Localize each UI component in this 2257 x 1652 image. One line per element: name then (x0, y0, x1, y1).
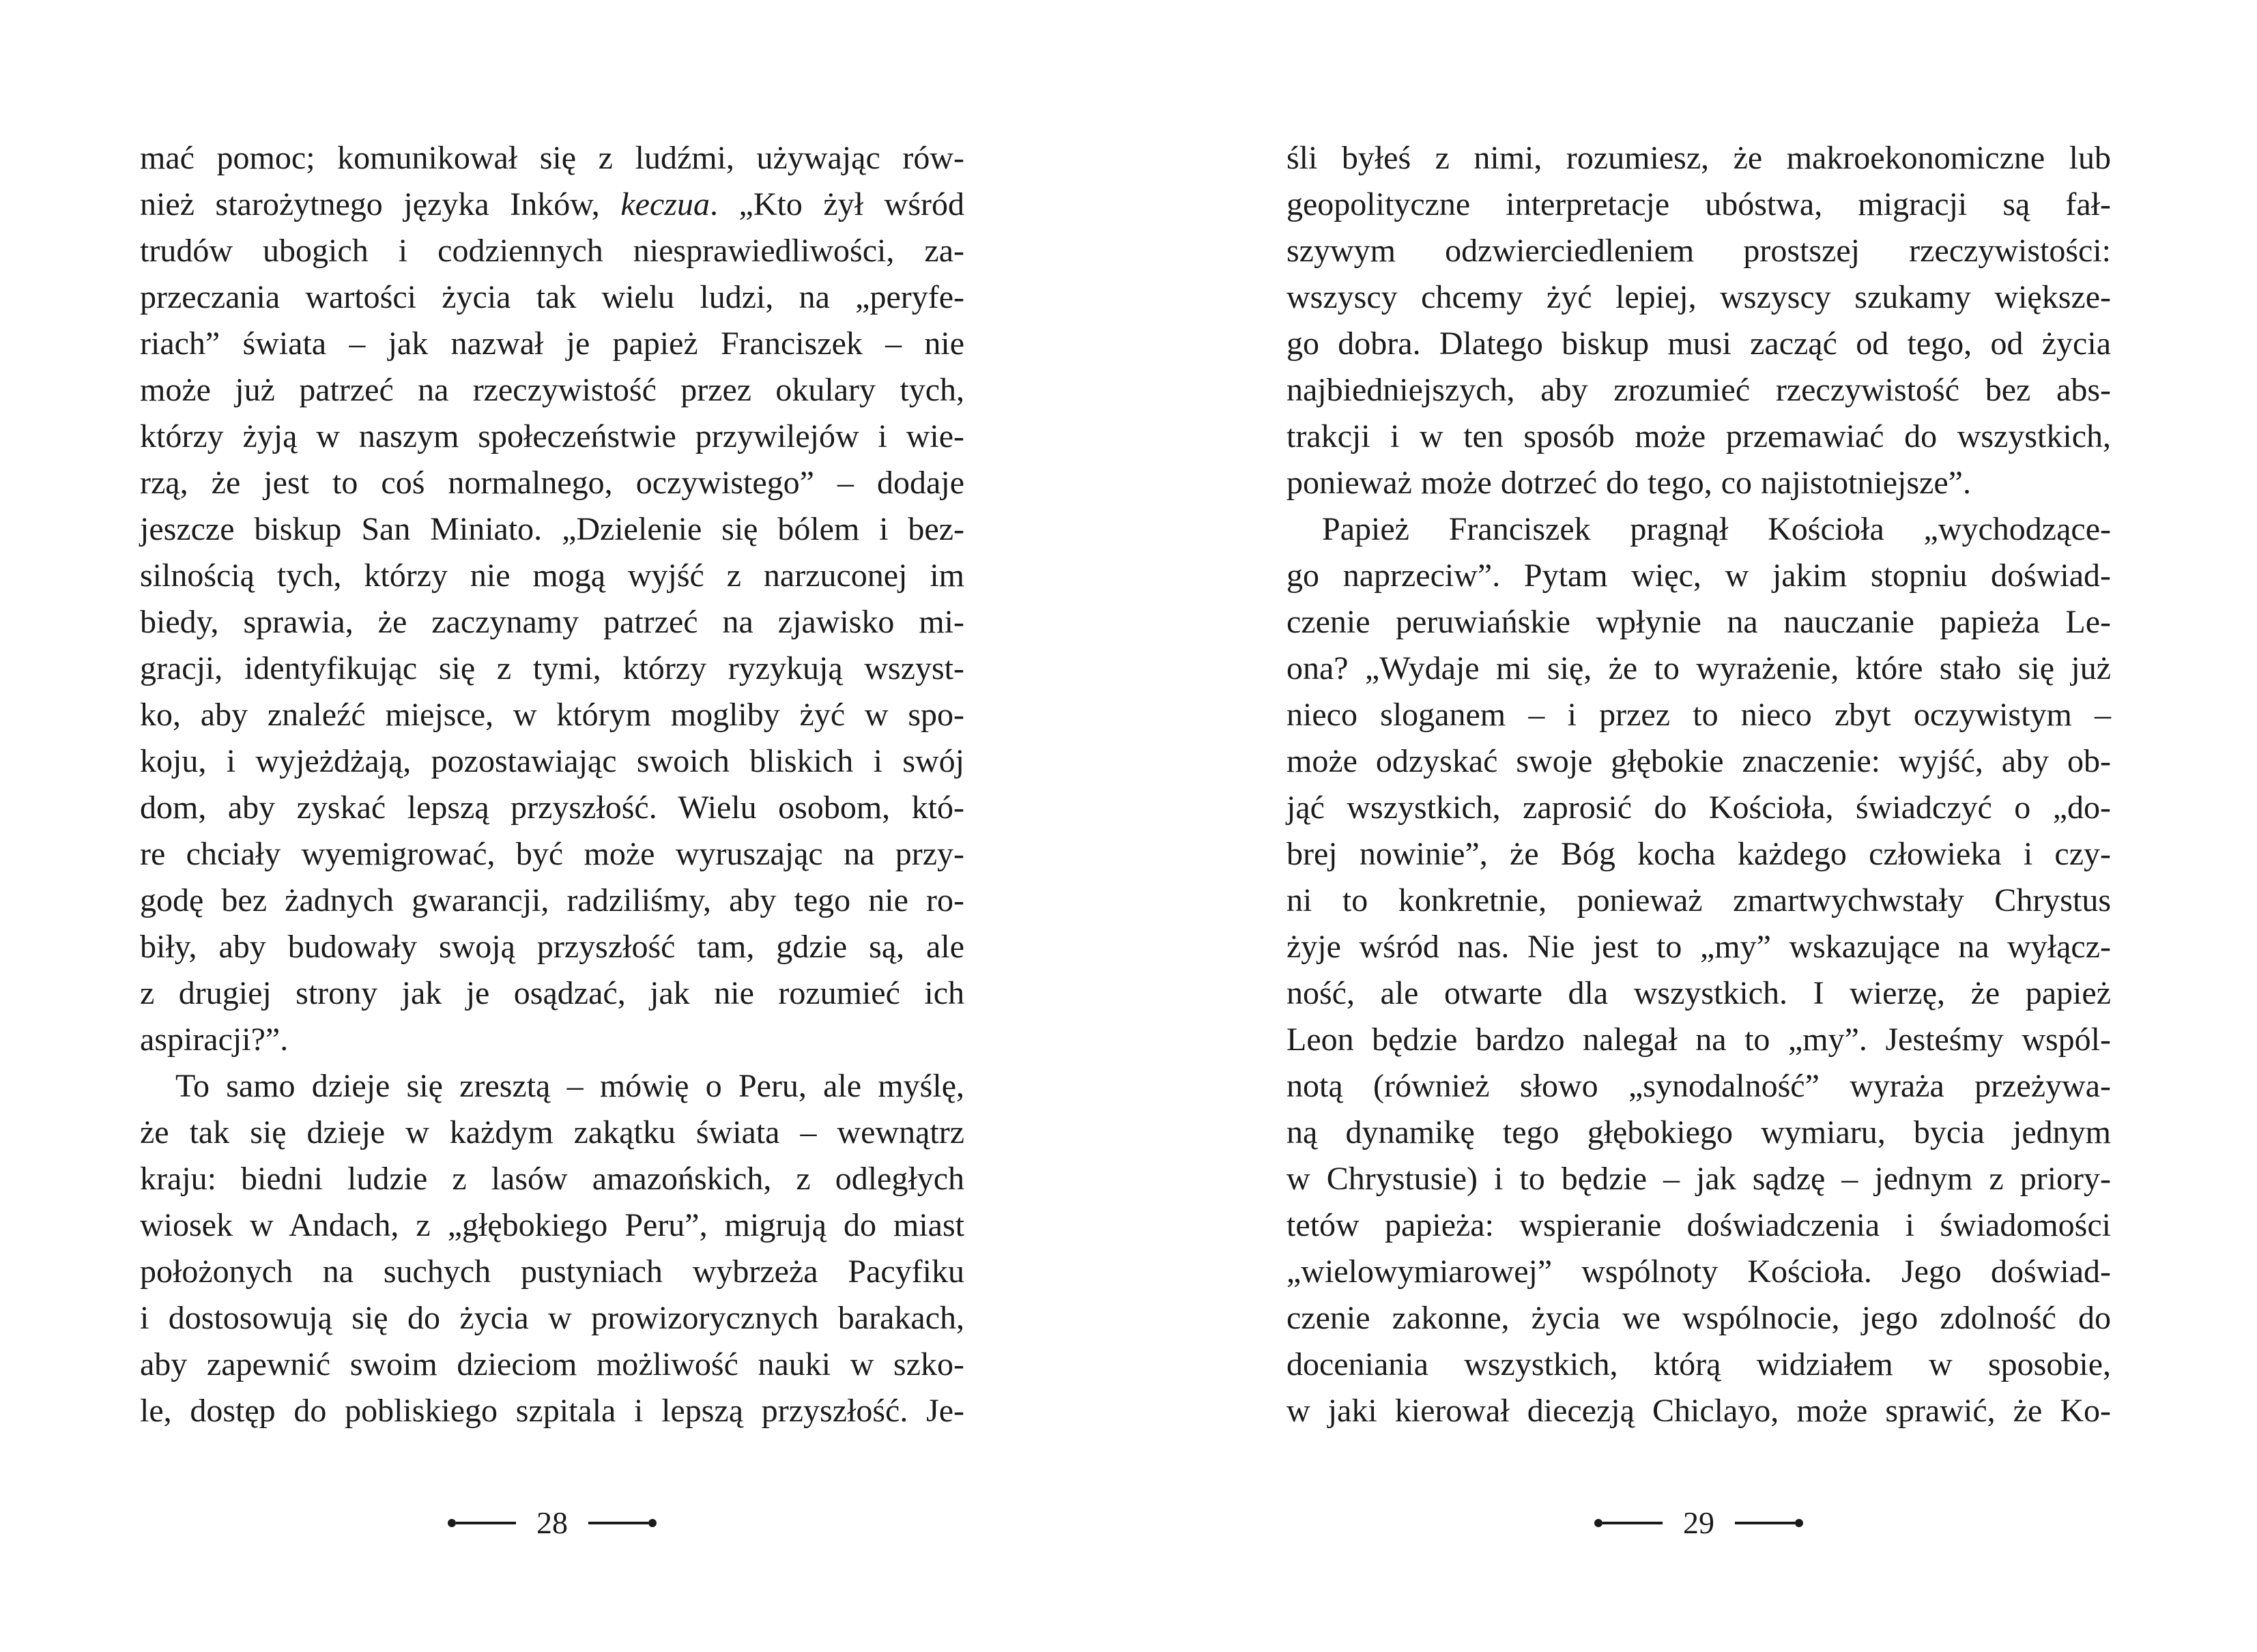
text-line: trakcji i w ten sposób może przemawiać do wszystkich, (1286, 418, 2111, 454)
text-line: kraju: biedni ludzie z lasów amazońskich, z odległych (140, 1161, 964, 1197)
text-line: trudów ubogich i codziennych niesprawiedliwości, za- (140, 233, 964, 269)
text-line: le, dostęp do pobliskiego szpitala i lepszą przyszłość. Je- (140, 1393, 964, 1429)
text-line: godę bez żadnych gwarancji, radziliśmy, aby tego nie ro- (140, 882, 964, 918)
text-line: jeszcze biskup San Miniato. „Dzielenie się bólem i bez- (140, 511, 964, 547)
text-line: doceniania wszystkich, którą widziałem w sposobie, (1286, 1346, 2111, 1382)
text-line: „wielowymiarowej” wspólnoty Kościoła. Jego doświad- (1286, 1254, 2111, 1290)
page-number: 29 (1683, 1505, 1714, 1540)
text-line: w Chrystusie) i to będzie – jak sądzę – jednym z priory- (1286, 1161, 2111, 1197)
text-line: mać pomoc; komunikował się z ludźmi, używając rów- (140, 140, 964, 176)
footer-rule-right (588, 1519, 657, 1527)
text-line: aspiracji?”. (140, 1021, 289, 1058)
text-line: re chciały wyemigrować, być może wyruszając na przy- (140, 836, 964, 872)
text-segment: . „Kto żył wśród (709, 186, 964, 222)
text-line: Papież Franciszek pragnął Kościoła „wychodzące- (1322, 511, 2111, 547)
footer-dot (1795, 1519, 1803, 1527)
text-line: notą (również słowo „synodalność” wyraża przeżywa- (1286, 1068, 2111, 1104)
text-line: wszyscy chcemy żyć lepiej, wszyscy szukamy większe- (1286, 279, 2111, 315)
text-line: ona? „Wydaje mi się, że to wyrażenie, które stało się już (1286, 650, 2111, 686)
footer-rule-right (1735, 1519, 1803, 1527)
text-line: geopolityczne interpretacje ubóstwa, migracji są fał- (1286, 186, 2111, 222)
text-line: przeczania wartości życia tak wielu ludzi, na „peryfe- (140, 279, 964, 315)
text-line: jąć wszystkich, zaprosić do Kościoła, świadczyć o „do- (1286, 789, 2111, 826)
text-line: może już patrzeć na rzeczywistość przez okulary tych, (140, 372, 964, 408)
footer-rule-left (1594, 1519, 1663, 1527)
text-segment: nież starożytnego języka Inków, (140, 186, 621, 222)
text-line: silnością tych, którzy nie mogą wyjść z narzuconej im (140, 557, 964, 594)
text-line: może odzyskać swoje głębokie znaczenie: wyjść, aby ob- (1286, 743, 2111, 779)
text-line: żyje wśród nas. Nie jest to „my” wskazujące na wyłącz- (1286, 929, 2111, 965)
footer-rule-left (448, 1519, 516, 1527)
text-line: ną dynamikę tego głębokiego wymiaru, bycia jednym (1286, 1114, 2111, 1150)
text-line: gracji, identyfikując się z tymi, którzy ryzykują wszyst- (140, 650, 964, 686)
italic-term: keczua (620, 186, 710, 222)
text-line: koju, i wyjeżdżają, pozostawiając swoich bliskich i swój (140, 743, 964, 779)
page-right-text (1286, 135, 2111, 1434)
page-number-footer (1286, 1507, 2111, 1539)
footer-rule (588, 1522, 648, 1524)
text-line: czenie peruwiańskie wpłynie na nauczanie papieża Le- (1286, 604, 2111, 640)
text-line (140, 182, 964, 228)
text-line: ko, aby znaleźć miejsce, w którym mogliby żyć w spo- (140, 697, 964, 733)
footer-rule (1735, 1522, 1795, 1524)
footer-rule (1602, 1522, 1663, 1524)
text-line: położonych na suchych pustyniach wybrzeża Pacyfiku (140, 1254, 964, 1290)
text-line: ność, ale otwarte dla wszystkich. I wierzę, że papież (1286, 975, 2111, 1011)
footer-dot (648, 1519, 657, 1527)
text-line: To samo dzieje się zresztą – mówię o Peru, ale myślę, (175, 1068, 964, 1104)
text-line: ni to konkretnie, ponieważ zmartwychwstały Chrystus (1286, 882, 2111, 918)
text-line: dom, aby zyskać lepszą przyszłość. Wielu osobom, któ- (140, 789, 964, 826)
text-line: biedy, sprawia, że zaczynamy patrzeć na zjawisko mi- (140, 604, 964, 640)
text-line: wiosek w Andach, z „głębokiego Peru”, migrują do miast (140, 1207, 964, 1243)
text-line: i dostosowują się do życia w prowizorycznych barakach, (140, 1300, 964, 1336)
text-line: nieco sloganem – i przez to nieco zbyt oczywistym – (1286, 697, 2111, 733)
text-line: ponieważ może dotrzeć do tego, co najistotniejsze”. (1286, 465, 1971, 501)
text-line: biły, aby budowały swoją przyszłość tam, gdzie są, ale (140, 929, 964, 965)
text-line: z drugiej strony jak je osądzać, jak nie rozumieć ich (140, 975, 964, 1011)
text-line: że tak się dzieje w każdym zakątku świata – wewnątrz (140, 1114, 964, 1150)
page-number: 28 (536, 1505, 568, 1540)
text-line: którzy żyją w naszym społeczeństwie przywilejów i wie- (140, 418, 964, 454)
text-line: śli byłeś z nimi, rozumiesz, że makroekonomiczne lub (1286, 140, 2111, 176)
text-line: go dobra. Dlatego biskup musi zacząć od tego, od życia (1286, 325, 2111, 362)
text-line: szywym odzwierciedleniem prostszej rzeczywistości: (1286, 233, 2111, 269)
text-line: tetów papieża: wspieranie doświadczenia i świadomości (1286, 1207, 2111, 1243)
text-line: riach” świata – jak nazwał je papież Franciszek – nie (140, 325, 964, 362)
text-line: czenie zakonne, życia we wspólnocie, jego zdolność do (1286, 1300, 2111, 1336)
page-number-footer (140, 1507, 964, 1539)
footer-dot (448, 1519, 456, 1527)
footer-dot (1594, 1519, 1602, 1527)
footer-rule (456, 1522, 516, 1524)
text-line: aby zapewnić swoim dzieciom możliwość nauki w szko- (140, 1346, 964, 1382)
text-line: go naprzeciw”. Pytam więc, w jakim stopniu doświad- (1286, 557, 2111, 594)
text-line: Leon będzie bardzo nalegał na to „my”. Jesteśmy wspól- (1286, 1021, 2111, 1058)
text-line: rzą, że jest to coś normalnego, oczywistego” – dodaje (140, 465, 964, 501)
text-line: najbiedniejszych, aby zrozumieć rzeczywistość bez abs- (1286, 372, 2111, 408)
text-line: brej nowinie”, że Bóg kocha każdego człowieka i czy- (1286, 836, 2111, 872)
page-left-text (140, 135, 964, 1434)
text-line: w jaki kierował diecezją Chiclayo, może sprawić, że Ko- (1286, 1393, 2111, 1429)
